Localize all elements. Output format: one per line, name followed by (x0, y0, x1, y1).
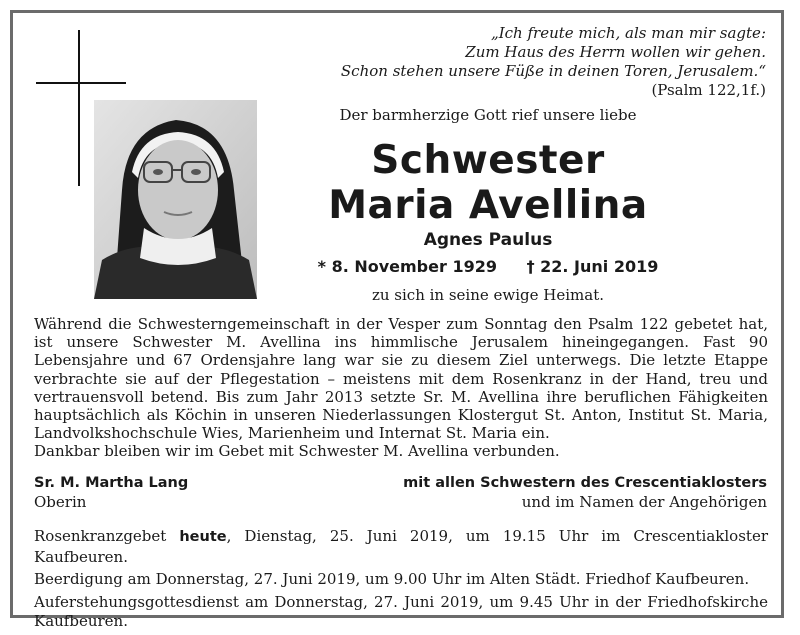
name-line-1: Schwester (371, 138, 605, 183)
signature-left (34, 474, 188, 512)
service-schedule (34, 527, 768, 635)
signatory-role: Oberin (34, 493, 87, 511)
signatory-name: Sr. M. Martha Lang (34, 475, 189, 491)
deceased-name (300, 138, 676, 228)
rosary-prefix: Rosenkranzgebet (34, 527, 167, 545)
psalm-quote (296, 24, 766, 100)
rosary-day: heute (179, 529, 227, 545)
death-date: † 22. Juni 2019 (526, 257, 659, 276)
community-line: mit allen Schwestern des Crescentiaklosters (403, 475, 767, 491)
name-line-2: Maria Avellina (328, 183, 648, 228)
quote-line-3: Schon stehen unsere Füße in deinen Toren, Jerusalem.“ (340, 62, 766, 80)
rosary-service (34, 527, 768, 567)
life-dates (300, 257, 676, 276)
portrait-image (94, 100, 257, 299)
quote-reference: (Psalm 122,1f.) (651, 81, 766, 99)
portrait-photo (94, 100, 257, 299)
civil-name: Agnes Paulus (423, 230, 553, 250)
outro-text: zu sich in seine ewige Heimat. (371, 286, 605, 304)
biography-text (34, 315, 768, 442)
quote-line-1: „Ich freute mich, als man mir sagte: (490, 24, 766, 42)
cross-icon-horizontal (36, 82, 126, 84)
birth-date: * 8. November 1929 (317, 257, 497, 276)
rosary-details: , Dienstag, 25. Juni 2019, um 19.15 Uhr im Crescentiakloster Kaufbeuren. (34, 527, 768, 566)
intro-text: Der barmherzige Gott rief unsere liebe (339, 106, 637, 124)
relatives-line: und im Namen der Angehörigen (521, 493, 767, 511)
resurrection-service: Auferstehungsgottesdienst am Donnerstag, 27. Juni 2019, um 9.45 Uhr in der Friedhofskirche Kaufbeuren. (34, 592, 768, 630)
burial-service: Beerdigung am Donnerstag, 27. Juni 2019, um 9.00 Uhr im Alten Städt. Friedhof Kaufbeuren. (34, 570, 750, 588)
biography-paragraph: Während die Schwesterngemeinschaft in der Vesper zum Sonntag den Psalm 122 gebetet hat, ist unsere Schwester M. Avellina ins himmlische Jerusalem hineingegangen. Fast 90 Lebensjahre und 67 Ordensjahre lang war sie zu diesem Ziel unterwegs. Die letzte Etappe verbrachte sie auf der Pflegestation – meistens mit dem Rosenkranz in der Hand, treu und vertrauensvoll betend. Bis zum Jahr 2013 setzte Sr. M. Avellina ihre beruflichen Fähigkeiten hauptsächlich als Köchin in unseren Niederlassungen Klostergut St. Anton, Institut St. Maria, Landvolkshochschule Wies, Marienheim und Internat St. Maria ein. (34, 315, 768, 443)
signature-right (403, 474, 767, 512)
cross-icon-vertical (78, 30, 80, 186)
quote-line-2: Zum Haus des Herrn wollen wir gehen. (465, 43, 766, 61)
closing-text: Dankbar bleiben wir im Gebet mit Schwester M. Avellina verbunden. (34, 442, 560, 460)
